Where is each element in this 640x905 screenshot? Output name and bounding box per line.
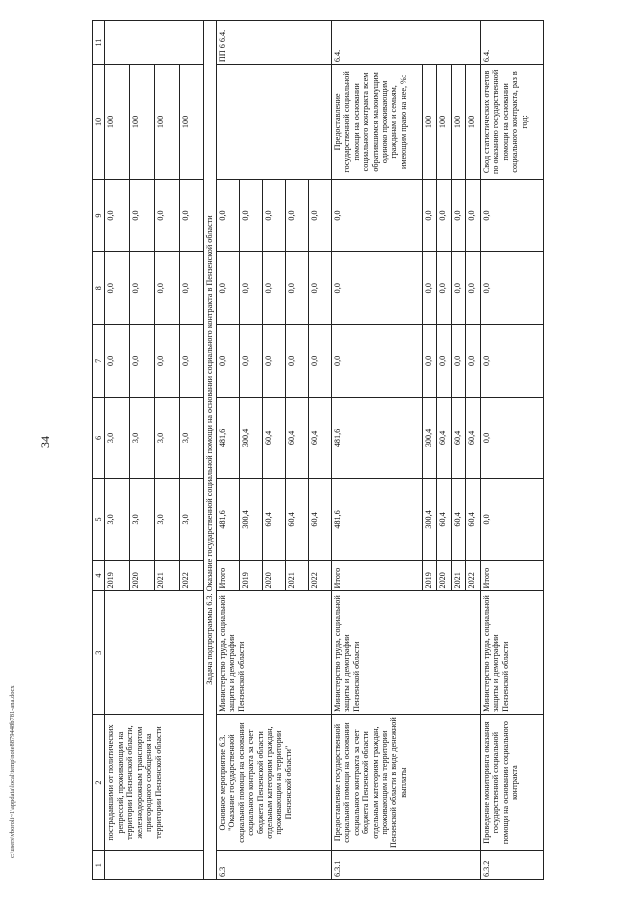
value-cell: 0,0 xyxy=(216,252,239,325)
row-ref: 6.4. xyxy=(331,21,480,65)
value-cell: 0,0 xyxy=(216,325,239,398)
row-indicator xyxy=(216,65,331,180)
value-cell: 3,0 xyxy=(179,397,204,478)
value-cell: 0,0 xyxy=(285,179,308,252)
header-row xyxy=(93,21,105,880)
value-cell: 0,0 xyxy=(480,325,543,398)
hdr-11: 11 xyxy=(93,21,105,65)
year-cell: 2020 xyxy=(437,560,452,591)
value-cell: 0,0 xyxy=(179,252,204,325)
value-cell: 0,0 xyxy=(216,179,239,252)
value-cell: 60,4 xyxy=(451,479,466,560)
value-cell: 0,0 xyxy=(480,252,543,325)
value-cell: 0,0 xyxy=(451,179,466,252)
value-cell: 60,4 xyxy=(262,479,285,560)
value-cell: 0,0 xyxy=(262,252,285,325)
cont-num xyxy=(105,851,204,880)
value-cell: 3,0 xyxy=(130,479,155,560)
value-cell: 481,6 xyxy=(216,397,239,478)
value-cell: 300,4 xyxy=(422,479,437,560)
value-cell: 100 xyxy=(154,65,179,180)
year-cell: 2020 xyxy=(130,560,155,591)
row-name: Предоставление государственной социальной помощи на основании социального контракта за счет бюджета Пензенской области отдельным категориям граждан, проживающим на территории Пензенской области в виде денежной выплаты xyxy=(331,714,480,851)
value-cell: 0,0 xyxy=(105,252,130,325)
value-cell: 0,0 xyxy=(422,179,437,252)
row-executor: Министерство труда, социальной защиты и демографии Пензенской области xyxy=(480,591,543,714)
year-cell: 2022 xyxy=(179,560,204,591)
value-cell: 100 xyxy=(130,65,155,180)
row-ref: ПП 6 6.4. xyxy=(216,21,331,65)
value-cell: 0,0 xyxy=(331,252,422,325)
value-cell: 0,0 xyxy=(422,252,437,325)
value-cell: 3,0 xyxy=(154,397,179,478)
value-cell: 0,0 xyxy=(239,325,262,398)
program-table xyxy=(92,20,544,880)
value-cell: 0,0 xyxy=(105,325,130,398)
value-cell: 0,0 xyxy=(262,179,285,252)
value-cell: 0,0 xyxy=(437,252,452,325)
value-cell: 300,4 xyxy=(239,479,262,560)
value-cell: 0,0 xyxy=(105,179,130,252)
value-cell: 60,4 xyxy=(285,397,308,478)
page-number: 34 xyxy=(38,436,52,448)
value-cell: 3,0 xyxy=(179,479,204,560)
value-cell: 3,0 xyxy=(130,397,155,478)
value-cell: 60,4 xyxy=(308,397,331,478)
year-cell: Итого xyxy=(480,560,543,591)
rotated-table-container xyxy=(92,20,582,880)
hdr-8: 8 xyxy=(93,252,105,325)
year-cell: 2022 xyxy=(308,560,331,591)
value-cell: 0,0 xyxy=(239,179,262,252)
value-cell: 100 xyxy=(179,65,204,180)
value-cell: 60,4 xyxy=(308,479,331,560)
value-cell: 0,0 xyxy=(308,325,331,398)
value-cell: 100 xyxy=(422,65,437,180)
value-cell: 0,0 xyxy=(154,325,179,398)
row-name: Основное мероприятие 6.3. "Оказание государственной социальной помощи на основании социального контракта за счет бюджета Пензенской области отдельным категориям граждан, проживающим на территории Пензенской области" xyxy=(216,714,331,851)
value-cell: 60,4 xyxy=(262,397,285,478)
indicator-text: Предоставление государственной социальной помощи на основании социального контракта всем обратившимся малоимущим одиноко проживающим гражданам и семьям, имеющим право на нее, %: xyxy=(331,65,422,180)
row-name: Проведение мониторинга оказания государственной социальной помощи на основании социального контракта xyxy=(480,714,543,851)
value-cell: 481,6 xyxy=(331,479,422,560)
year-cell: 2021 xyxy=(451,560,466,591)
year-cell: 2019 xyxy=(239,560,262,591)
value-cell: 0,0 xyxy=(480,479,543,560)
value-cell: 60,4 xyxy=(466,397,481,478)
value-cell: 0,0 xyxy=(154,252,179,325)
value-cell: 0,0 xyxy=(437,179,452,252)
row-executor: Министерство труда, социальной защиты и демографии Пензенской области xyxy=(331,591,480,714)
row-number: 6.3.1 xyxy=(331,851,480,880)
row-number: 6.3.2 xyxy=(480,851,543,880)
task-title: Задача подпрограммы 6.3. Оказание государственной социальной помощи на основании социального контракта в Пензенской области xyxy=(204,21,216,880)
value-cell: 0,0 xyxy=(239,252,262,325)
value-cell: 0,0 xyxy=(154,179,179,252)
year-cell: 2021 xyxy=(154,560,179,591)
cont-text: пострадавшими от политических репрессий, проживающим на территории Пензенской области, железнодорожным транспортом пригородного сообщения на территории Пензенской области xyxy=(105,714,204,851)
value-cell: 0,0 xyxy=(331,325,422,398)
value-cell: 0,0 xyxy=(308,179,331,252)
value-cell: 0,0 xyxy=(179,179,204,252)
value-cell: 0,0 xyxy=(130,325,155,398)
hdr-9: 9 xyxy=(93,179,105,252)
value-cell: 0,0 xyxy=(480,397,543,478)
value-cell: 100 xyxy=(437,65,452,180)
value-cell: 0,0 xyxy=(466,252,481,325)
year-cell: 2020 xyxy=(262,560,285,591)
value-cell: 0,0 xyxy=(451,325,466,398)
value-cell: 60,4 xyxy=(437,479,452,560)
value-cell: 3,0 xyxy=(105,479,130,560)
row-executor: Министерство труда, социальной защиты и демографии Пензенской области xyxy=(216,591,331,714)
hdr-6: 6 xyxy=(93,397,105,478)
value-cell: 0,0 xyxy=(451,252,466,325)
value-cell: 300,4 xyxy=(239,397,262,478)
year-cell: 2019 xyxy=(105,560,130,591)
value-cell: 0,0 xyxy=(466,179,481,252)
table-row xyxy=(105,21,130,880)
value-cell: 3,0 xyxy=(154,479,179,560)
value-cell: 0,0 xyxy=(480,179,543,252)
value-cell: 0,0 xyxy=(331,179,422,252)
indicator-text: Свод статистических отчетов по оказанию государственной помощи на основании социального контракта, раз в год: xyxy=(480,65,543,180)
cont-c11 xyxy=(105,21,204,65)
value-cell: 0,0 xyxy=(285,252,308,325)
table-row xyxy=(331,21,422,880)
value-cell: 300,4 xyxy=(422,397,437,478)
value-cell: 0,0 xyxy=(437,325,452,398)
year-cell: 2022 xyxy=(466,560,481,591)
value-cell: 100 xyxy=(466,65,481,180)
year-cell: Итого xyxy=(216,560,239,591)
value-cell: 100 xyxy=(451,65,466,180)
table-row xyxy=(480,21,543,880)
value-cell: 60,4 xyxy=(437,397,452,478)
value-cell: 0,0 xyxy=(130,252,155,325)
value-cell: 0,0 xyxy=(466,325,481,398)
year-cell: 2021 xyxy=(285,560,308,591)
row-number: 6.3 xyxy=(216,851,331,880)
row-ref: 6.4. xyxy=(480,21,543,65)
hdr-3: 3 xyxy=(93,591,105,714)
value-cell: 0,0 xyxy=(422,325,437,398)
year-cell: 2019 xyxy=(422,560,437,591)
table-row xyxy=(216,21,239,880)
value-cell: 0,0 xyxy=(285,325,308,398)
footer-path: c:\users\vboroli~1\appdata\local\temp\note8879448b781-ana.docx xyxy=(9,685,16,858)
hdr-10: 10 xyxy=(93,65,105,180)
year-cell: Итого xyxy=(331,560,422,591)
hdr-5: 5 xyxy=(93,479,105,560)
value-cell: 481,6 xyxy=(331,397,422,478)
hdr-2: 2 xyxy=(93,714,105,851)
value-cell: 0,0 xyxy=(130,179,155,252)
value-cell: 0,0 xyxy=(179,325,204,398)
hdr-4: 4 xyxy=(93,560,105,591)
hdr-7: 7 xyxy=(93,325,105,398)
value-cell: 60,4 xyxy=(451,397,466,478)
task-row xyxy=(204,21,216,880)
cont-exec xyxy=(105,591,204,714)
value-cell: 100 xyxy=(105,65,130,180)
value-cell: 0,0 xyxy=(262,325,285,398)
value-cell: 0,0 xyxy=(308,252,331,325)
value-cell: 60,4 xyxy=(466,479,481,560)
value-cell: 60,4 xyxy=(285,479,308,560)
value-cell: 3,0 xyxy=(105,397,130,478)
value-cell: 481,6 xyxy=(216,479,239,560)
hdr-1: 1 xyxy=(93,851,105,880)
